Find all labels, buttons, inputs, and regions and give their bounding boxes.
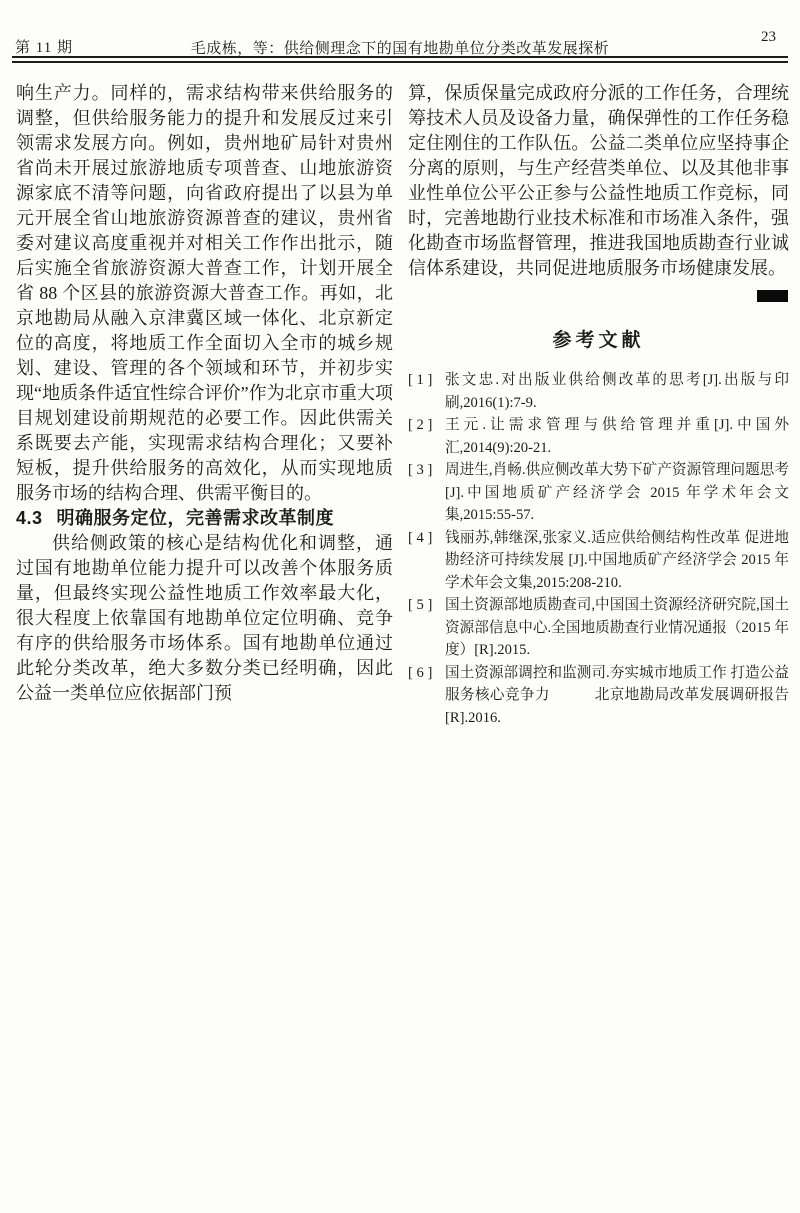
body-paragraph-continued: 算，保质保量完成政府分派的工作任务，合理统筹技术人员及设备力量，确保弹性的工作任务稳定住刚住的工作队伍。公益二类单位应坚持事企分离的原则，与生产经营类单位、以及其他非事业性单位公平公正参与公益性地质工作竞标，同时，完善地勘行业技术标准和市场准入条件，强化勘查市场监督管理，推进我国地质勘查行业诚信体系建设，共同促进地质服务市场健康发展。 xyxy=(408,83,789,278)
issue-number: 第 11 期 xyxy=(15,40,73,56)
reference-label: [ 6 ] xyxy=(408,664,433,681)
running-title: 毛成栋，等：供给侧理念下的国有地勘单位分类改革发展探析 xyxy=(190,41,610,57)
reference-text: 张文忠.对出版业供给侧改革的思考[J].出版与印刷,2016(1):7-9. xyxy=(445,372,789,411)
section-heading-4-3 xyxy=(16,506,393,531)
left-column xyxy=(16,81,393,706)
page-number: 23 xyxy=(761,29,776,45)
right-column xyxy=(408,81,789,729)
reference-text: 国土资源部调控和监测司.夯实城市地质工作 打造公益服务核心竞争力 北京地勘局改革发展调研报告[R].2016. xyxy=(445,664,789,726)
section-number: 4.3 xyxy=(16,508,43,528)
section-title: 明确服务定位，完善需求改革制度 xyxy=(56,508,335,528)
reference-text: 钱丽苏,韩继深,张家义.适应供给侧结构性改革 促进地勘经济可持续发展 [J].中国地质矿产经济学会 2015 年学术年会文集,2015:208-210. xyxy=(445,529,789,591)
reference-label: [ 3 ] xyxy=(408,462,433,478)
reference-text: 王元.让需求管理与供给管理并重[J].中国外汇,2014(9):20-21. xyxy=(445,417,789,456)
reference-item xyxy=(408,414,789,459)
reference-item xyxy=(408,527,789,595)
reference-label: [ 4 ] xyxy=(408,529,433,546)
reference-item xyxy=(408,369,789,414)
reference-text: 国土资源部地质勘查司,中国国土资源经济研究院,国土资源部信息中心.全国地质勘查行业情况通报（2015 年度）[R].2015. xyxy=(445,597,789,658)
reference-label: [ 2 ] xyxy=(408,417,433,433)
references-heading: 参考文献 xyxy=(552,330,645,351)
header-double-rule xyxy=(12,56,788,63)
reference-label: [ 1 ] xyxy=(408,372,433,388)
end-of-article-marker xyxy=(757,290,788,302)
reference-item xyxy=(408,662,789,730)
body-paragraph: 供给侧政策的核心是结构优化和调整，通过国有地勘单位能力提升可以改善个体服务质量，但最终实现公益性地质工作效率最大化，很大程度上依靠国有地勘单位定位明确、竞争有序的供给服务市场体系。国有地勘单位通过此轮分类改革，绝大多数分类已经明确，因此公益一类单位应依据部门预 xyxy=(16,533,393,703)
references-list xyxy=(408,369,789,729)
body-paragraph-continued: 响生产力。同样的，需求结构带来供给服务的调整，但供给服务能力的提升和发展反过来引领需求发展方向。例如，贵州地矿局针对贵州省尚未开展过旅游地质专项普查、山地旅游资源家底不清等问题，向省政府提出了以县为单元开展全省山地旅游资源普查的建议，贵州省委对建议高度重视并对相关工作作出批示，随后实施全省旅游资源大普查工作，计划开展全省 88 个区县的旅游资源大普查工作。再如，北京地勘局从融入京津冀区域一体化、北京新定位的高度，将地质工作全面切入全市的城乡规划、建设、管理的各个领域和环节，并初步实现“地质条件适宜性综合评价”作为北京市重大项目规划建设前期规范的必要工作。因此供需关系既要去产能，实现需求结构合理化；又要补短板，提升供给服务的高效化，从而实现地质服务市场的结构合理、供需平衡目的。 xyxy=(16,83,393,503)
reference-item xyxy=(408,594,789,662)
reference-item xyxy=(408,459,789,527)
reference-label: [ 5 ] xyxy=(408,597,433,613)
reference-text: 周进生,肖畅.供应侧改革大势下矿产资源管理问题思考[J].中国地质矿产经济学会 2015 年学术年会文集,2015:55-57. xyxy=(445,462,789,523)
